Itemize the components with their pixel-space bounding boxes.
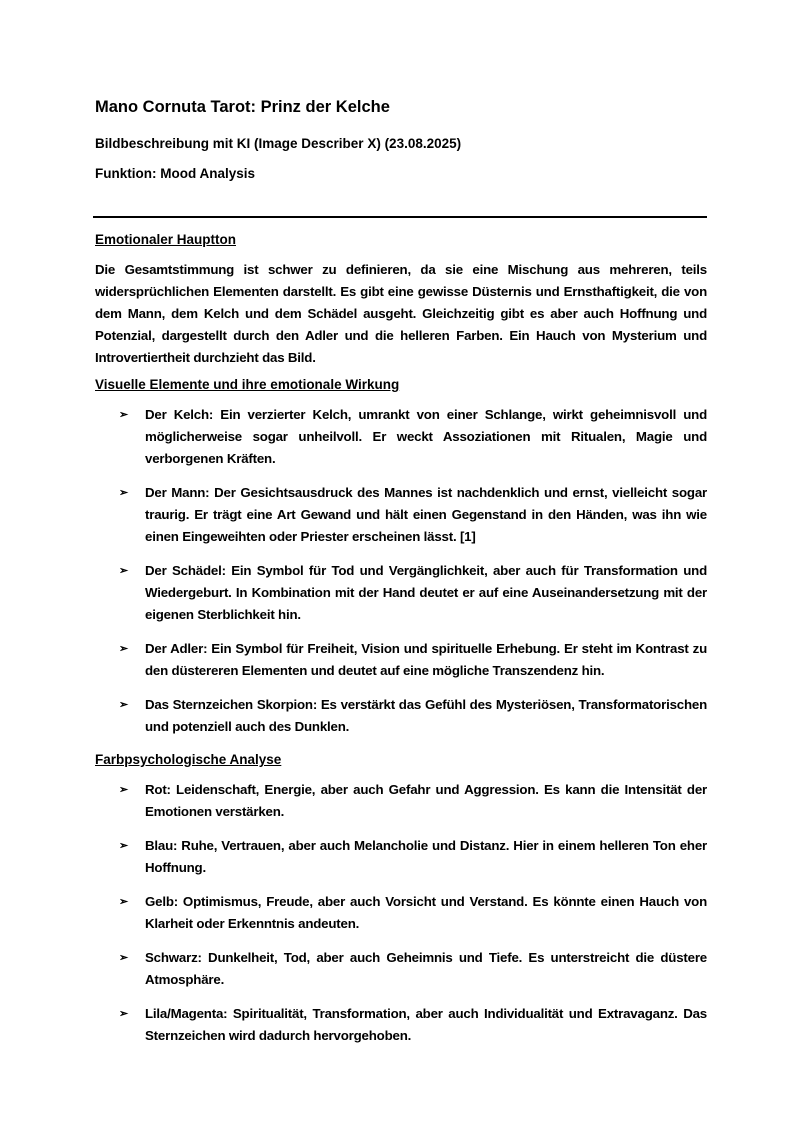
arrowhead-bullet-icon: ➢: [119, 952, 129, 964]
document-page: [95, 96, 707, 1059]
arrowhead-bullet-icon: ➢: [119, 896, 129, 908]
list-item: ➢ Der Mann: Der Gesichtsausdruck des Mannes ist nachdenklich und ernst, vielleicht sogar traurig. Er trägt eine Art Gewand und hält einen Gegenstand in den Händen, was ihn wie einen Eingeweihten oder Priester erscheinen lässt. [1]: [95, 482, 707, 548]
list-item: ➢ Der Kelch: Ein verzierter Kelch, umrankt von einer Schlange, wirkt geheimnisvoll und möglicherweise sogar unheilvoll. Er weckt Assoziationen mit Ritualen, Magie und verborgenen Kräften.: [95, 404, 707, 470]
list-item: ➢ Das Sternzeichen Skorpion: Es verstärkt das Gefühl des Mysteriösen, Transformatorischen und potenziell auch des Dunklen.: [95, 694, 707, 738]
section-paragraph: Die Gesamtstimmung ist schwer zu definieren, da sie eine Mischung aus mehreren, teils widersprüchlichen Elementen darstellt. Es gibt eine gewisse Düsternis und Ernsthaftigkeit, die von dem Mann, dem Kelch und dem Schädel ausgeht. Gleichzeitig gibt es aber auch Hoffnung und Potenzial, dargestellt durch den Adler und die helleren Farben. Ein Hauch von Mysterium und Introvertiertheit durchzieht das Bild.: [95, 262, 707, 365]
arrowhead-bullet-icon: ➢: [119, 784, 129, 796]
list-item: ➢ Lila/Magenta: Spiritualität, Transformation, aber auch Individualität und Extravaganz. Das Sternzeichen wird dadurch hervorgehoben.: [95, 1003, 707, 1047]
list-item: ➢ Schwarz: Dunkelheit, Tod, aber auch Geheimnis und Tiefe. Es unterstreicht die düstere Atmosphäre.: [95, 947, 707, 991]
document-function: Funktion: Mood Analysis: [95, 166, 255, 181]
divider: [93, 216, 707, 218]
visual-elements-list: [95, 404, 707, 738]
document-subtitle: Bildbeschreibung mit KI (Image Describer X) (23.08.2025): [95, 136, 462, 151]
list-item: ➢ Der Schädel: Ein Symbol für Tod und Vergänglichkeit, aber auch für Transformation und Wiedergeburt. In Kombination mit der Hand deutet er auf eine Auseinandersetzung mit der eigenen Sterblichkeit hin.: [95, 560, 707, 626]
arrowhead-bullet-icon: ➢: [119, 643, 129, 655]
document-title: Mano Cornuta Tarot: Prinz der Kelche: [95, 98, 390, 116]
arrowhead-bullet-icon: ➢: [119, 1008, 129, 1020]
arrowhead-bullet-icon: ➢: [119, 487, 129, 499]
list-item: ➢ Blau: Ruhe, Vertrauen, aber auch Melancholie und Distanz. Hier in einem helleren Ton eher Hoffnung.: [95, 835, 707, 879]
list-item: ➢ Gelb: Optimismus, Freude, aber auch Vorsicht und Verstand. Es könnte einen Hauch von Klarheit oder Erkenntnis andeuten.: [95, 891, 707, 935]
section-heading-color-analysis: Farbpsychologische Analyse: [95, 752, 282, 767]
arrowhead-bullet-icon: ➢: [119, 565, 129, 577]
arrowhead-bullet-icon: ➢: [119, 409, 129, 421]
color-analysis-list: [95, 779, 707, 1047]
list-item: ➢ Rot: Leidenschaft, Energie, aber auch Gefahr und Aggression. Es kann die Intensität der Emotionen verstärken.: [95, 779, 707, 823]
arrowhead-bullet-icon: ➢: [119, 699, 129, 711]
arrowhead-bullet-icon: ➢: [119, 840, 129, 852]
section-heading-emotional-tone: Emotionaler Hauptton: [95, 232, 236, 247]
section-heading-visual-elements: Visuelle Elemente und ihre emotionale Wirkung: [95, 377, 400, 392]
list-item: ➢ Der Adler: Ein Symbol für Freiheit, Vision und spirituelle Erhebung. Er steht im Kontrast zu den düstereren Elementen und deutet auf eine mögliche Transzendenz hin.: [95, 638, 707, 682]
